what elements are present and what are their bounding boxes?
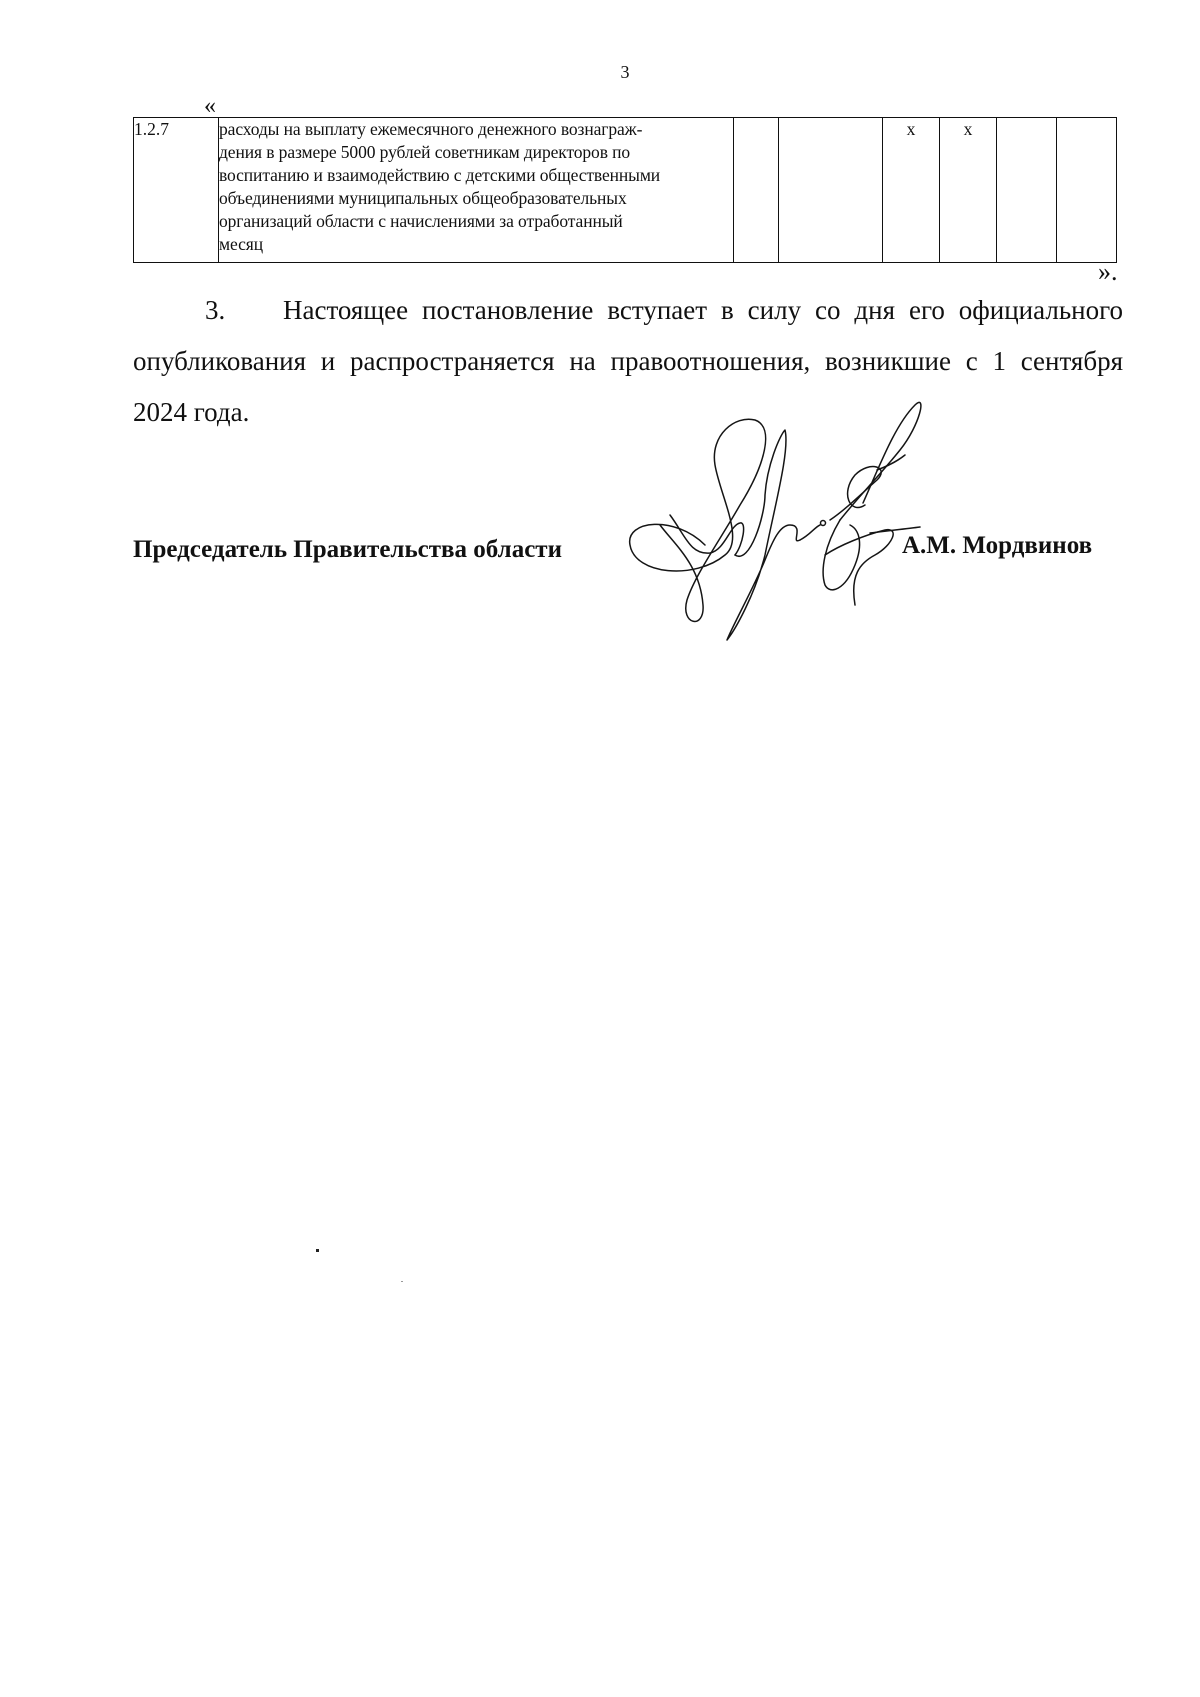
description-line: объединениями муниципальных общеобразовательных [219,188,627,208]
description-line: организаций области с начислениями за отработанный [219,211,623,231]
description-line: расходы на выплату ежемесячного денежного вознаграж- [219,119,643,139]
paragraph-line-2: опубликования и распространяется на правоотношения, возникшие с 1 сентября [133,346,1123,376]
opening-quote: « [204,93,216,119]
signatory-title: Председатель Правительства области [133,536,562,563]
paragraph-line-1 [133,285,1123,336]
handwritten-signature [615,395,925,665]
scan-speck [401,1281,403,1282]
closing-quote: ». [1098,257,1118,286]
description-line: воспитанию и взаимодействию с детскими общественными [219,165,661,185]
table-cell [734,118,779,263]
description-line: дения в размере 5000 рублей советникам директоров по [219,142,631,162]
clause-number: 3. [205,295,226,325]
paragraph-text: Настоящее постановление вступает в силу со дня его официального [283,295,1123,325]
row-number: 1.2.7 [134,118,219,263]
table-cell [779,118,883,263]
table-cell-mark: х [940,118,997,263]
page-number: 3 [620,62,630,82]
table-row [134,118,1117,263]
scan-speck [316,1249,319,1252]
amendment-table [133,117,1117,263]
table-cell-mark: х [883,118,940,263]
table-cell [997,118,1057,263]
row-description [219,118,734,263]
description-line: месяц [219,234,263,254]
paragraph-line-3: 2024 года. [133,397,250,427]
table-cell [1057,118,1117,263]
signatory-name: А.М. Мордвинов [902,532,1093,559]
